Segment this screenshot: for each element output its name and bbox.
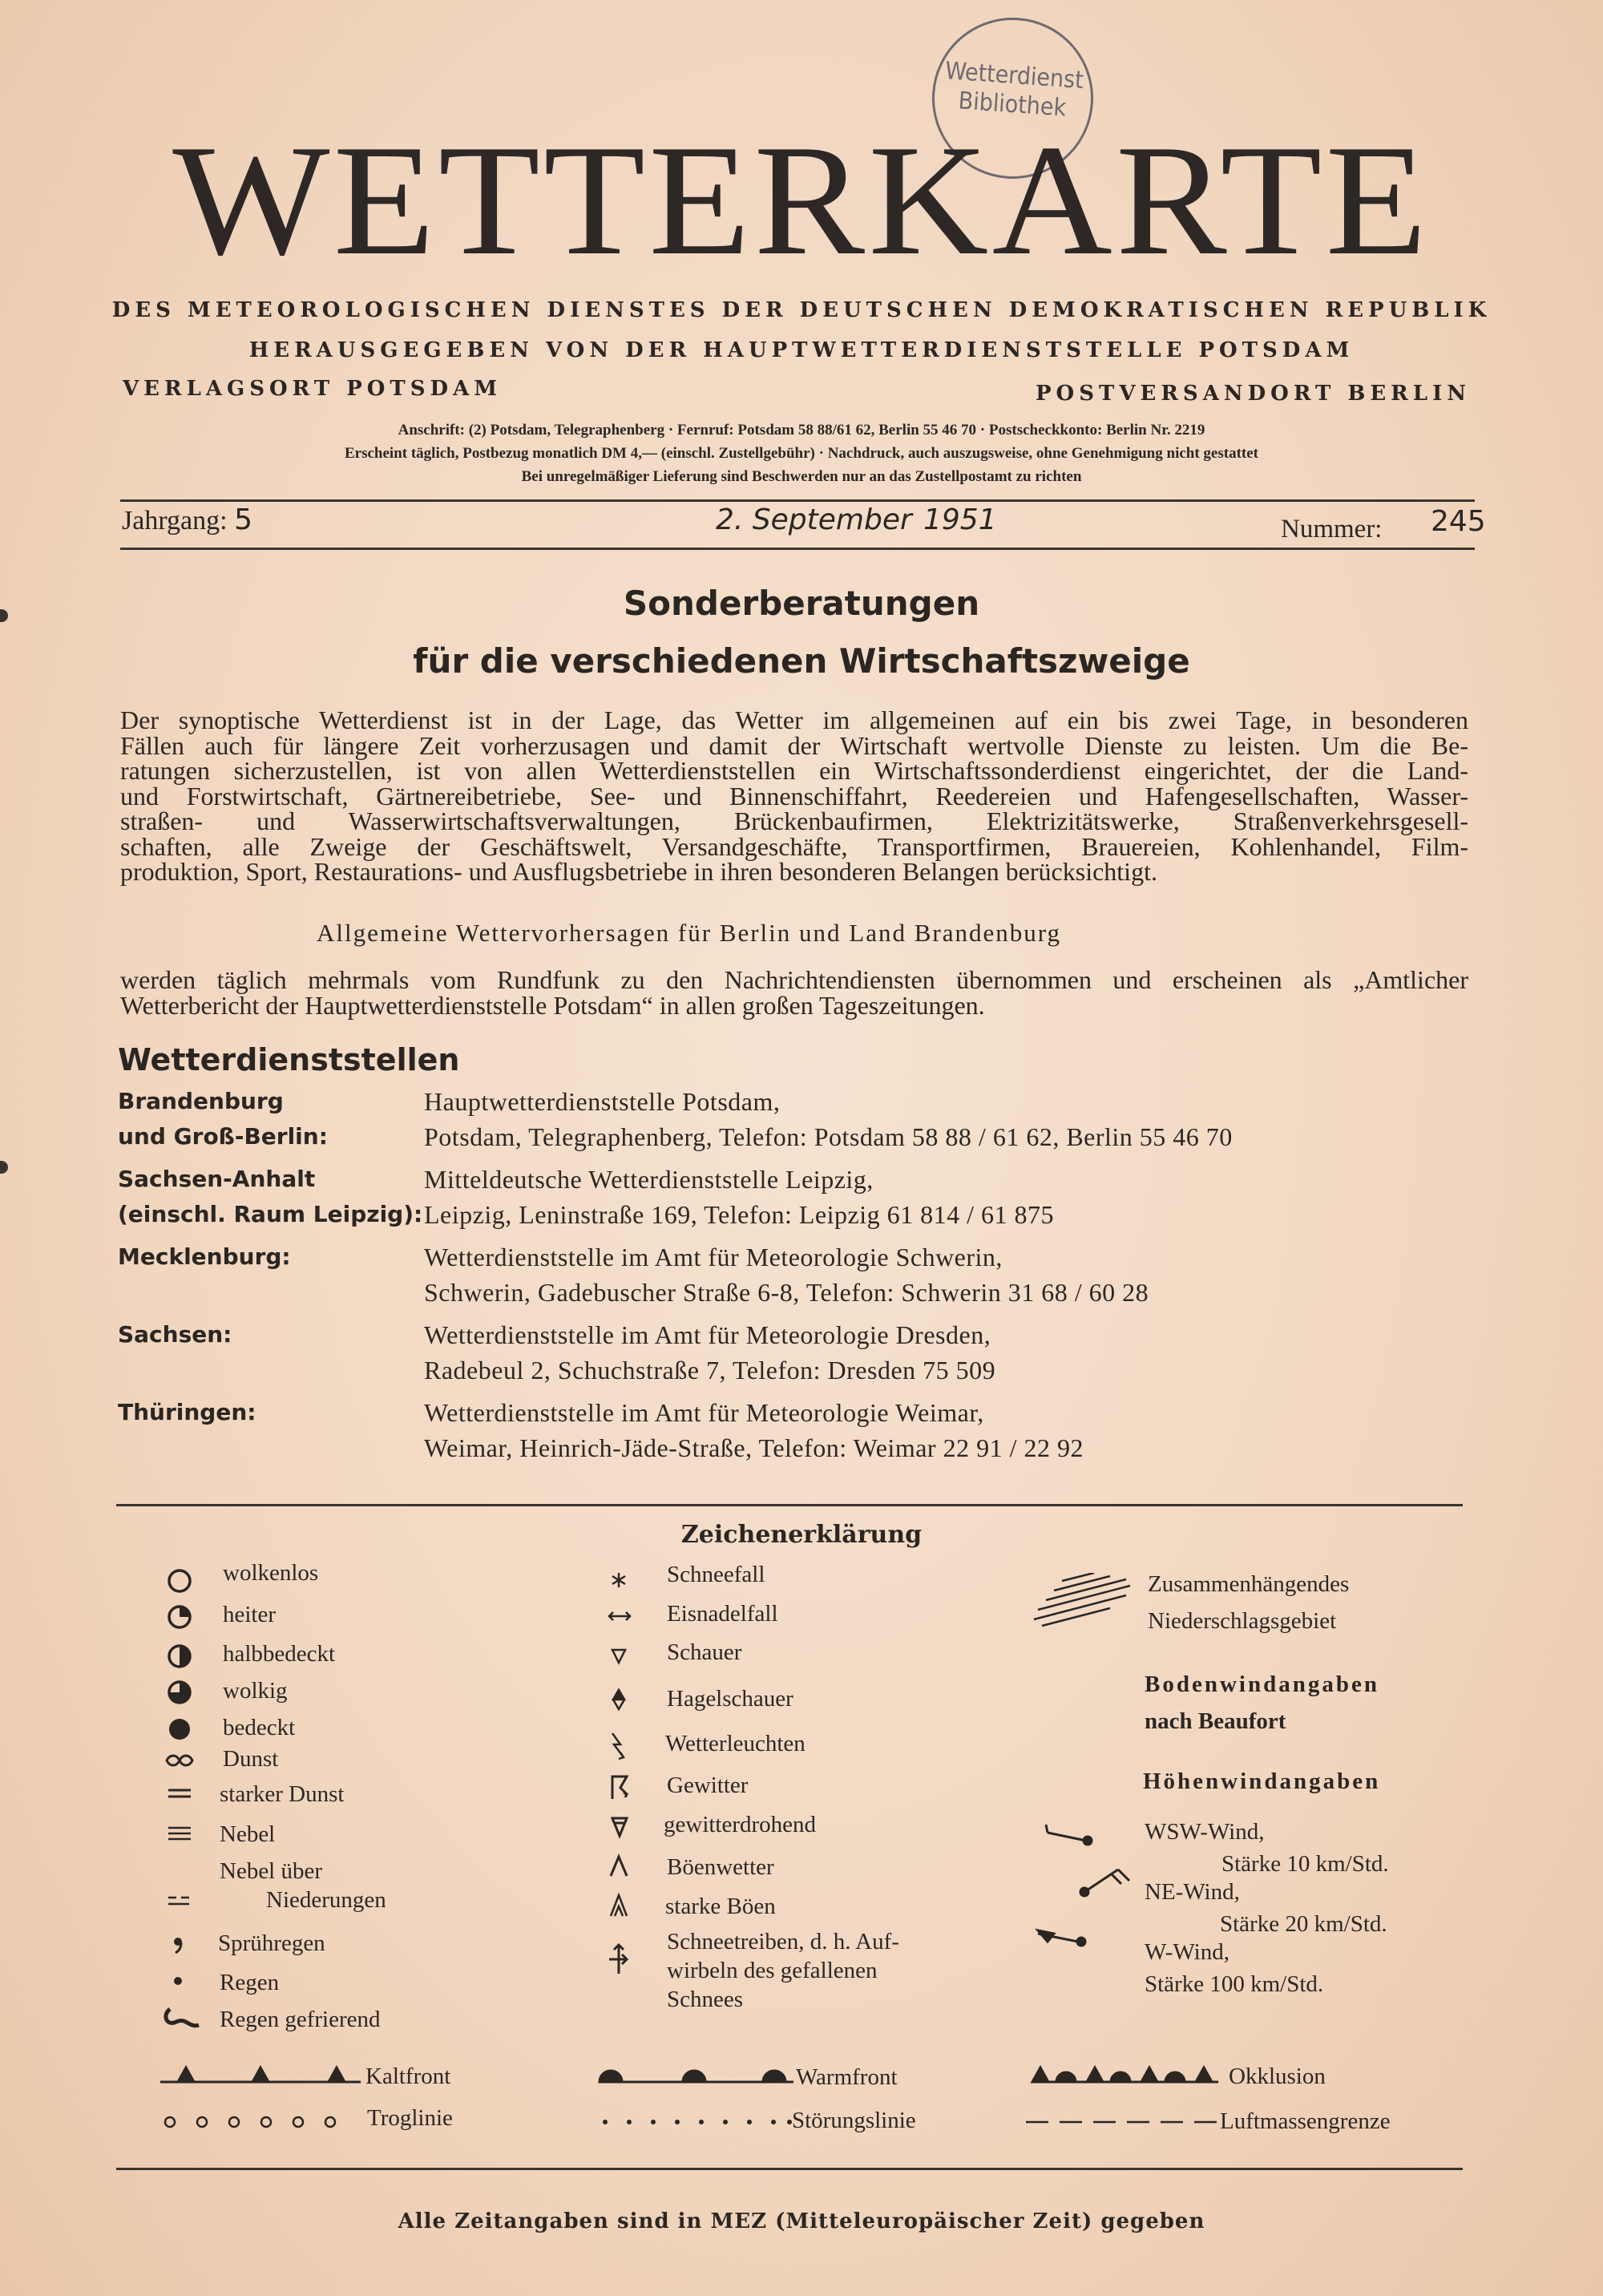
station-line: Hauptwetterdienststelle Potsdam, bbox=[424, 1087, 781, 1116]
station-label-line: Mecklenburg: bbox=[118, 1243, 291, 1270]
paragraph-line: Wetterbericht der Hauptwetterdienststelle Potsdam“ in allen großen Tageszeitungen. bbox=[120, 990, 985, 1020]
legend-kaltfront: Kaltfront bbox=[365, 2064, 451, 2089]
rain-icon bbox=[174, 1977, 182, 1985]
legend-boenwetter: Böenwetter bbox=[667, 1854, 774, 1880]
masthead-right: POSTVERSANDORT BERLIN bbox=[1036, 382, 1471, 406]
legend-ne-wind: NE-Wind, bbox=[1145, 1879, 1240, 1905]
masthead-title: WETTERKARTE bbox=[172, 112, 1431, 288]
legend-okklusion: Okklusion bbox=[1229, 2064, 1326, 2089]
station-details bbox=[424, 1162, 1054, 1232]
legend-nebel-ueber: Nebel über bbox=[220, 1858, 323, 1884]
legend-luftmassengrenze: Luftmassengrenze bbox=[1220, 2108, 1391, 2134]
precipitation-area-icon bbox=[1034, 1573, 1130, 1626]
legend-spruehregen: Sprühregen bbox=[218, 1930, 325, 1956]
station-line: Wetterdienststelle im Amt für Meteorologie Schwerin, bbox=[424, 1243, 1003, 1271]
station-details bbox=[424, 1084, 1233, 1154]
legend-wsw-wind: WSW-Wind, bbox=[1145, 1819, 1265, 1845]
ice-needles-icon bbox=[609, 1612, 630, 1620]
legend-bodenwind: Bodenwindangaben bbox=[1145, 1671, 1379, 1697]
masthead-line-2: HERAUSGEGEBEN VON DER HAUPTWETTERDIENSTSTELLE POTSDAM bbox=[248, 338, 1355, 362]
legend-beaufort: nach Beaufort bbox=[1145, 1708, 1286, 1734]
rule-top bbox=[120, 499, 1475, 502]
legend-schneetreiben-2: wirbeln des gefallenen bbox=[667, 1958, 878, 1983]
jahrgang-label: Jahrgang: bbox=[122, 506, 228, 536]
rule-legend-top bbox=[116, 1504, 1463, 1506]
stations-heading: Wetterdienststellen bbox=[118, 1042, 460, 1077]
legend-starke-boeen: starke Böen bbox=[665, 1894, 776, 1919]
mostly-clear-icon bbox=[169, 1607, 190, 1627]
station-label-line: und Groß-Berlin: bbox=[118, 1123, 328, 1150]
paragraph-line: werden täglich mehrmals vom Rundfunk zu den Nachrichtendiensten übernommen und erscheinen als „Amtlicher bbox=[120, 965, 1468, 994]
station-label bbox=[118, 1084, 328, 1154]
issue-year: 1951 bbox=[923, 503, 997, 536]
paragraph-line: produktion, Sport, Restaurations- und Ausflugsbetriebe in ihren besonderen Belangen berücksichtigt. bbox=[120, 857, 1157, 886]
legend-bedeckt: bedeckt bbox=[223, 1715, 296, 1740]
legend-wolkig: wolkig bbox=[223, 1678, 288, 1704]
hail-shower-icon bbox=[613, 1690, 624, 1709]
legend-nebel: Nebel bbox=[220, 1821, 276, 1847]
paragraph-line: und Forstwirtschaft, Gärtnereibetriebe, See- und Binnenschiffahrt, Reedereien und Hafengesellschaften, Wasser- bbox=[120, 781, 1468, 810]
legend-wetterleuchten: Wetterleuchten bbox=[665, 1731, 806, 1756]
cold-front-icon bbox=[160, 2068, 361, 2082]
legend-halbbedeckt: halbbedeckt bbox=[223, 1641, 336, 1667]
legend-niederschlagsgebiet: Niederschlagsgebiet bbox=[1148, 1608, 1337, 1634]
station-label-line: Sachsen: bbox=[118, 1321, 232, 1348]
legend-col1-symbols bbox=[160, 1563, 208, 2044]
sheet-lightning-icon bbox=[612, 1733, 624, 1759]
legend-heiter: heiter bbox=[223, 1602, 277, 1627]
legend-hoehenwind: Höhenwindangaben bbox=[1143, 1768, 1381, 1794]
overcast-icon bbox=[169, 1719, 190, 1740]
nummer-value: 245 bbox=[1431, 505, 1486, 538]
station-line: Potsdam, Telegraphenberg, Telefon: Potsdam 58 88 / 61 62, Berlin 55 46 70 bbox=[424, 1122, 1233, 1151]
masthead-line-1: DES METEOROLOGISCHEN DIENSTES DER DEUTSCHEN DEMOKRATISCHEN REPUBLIK bbox=[111, 298, 1492, 322]
legend-wolkenlos: wolkenlos bbox=[223, 1560, 319, 1586]
station-line: Radebeul 2, Schuchstraße 7, Telefon: Dresden 75 509 bbox=[424, 1356, 996, 1384]
legend-w-wind: W-Wind, bbox=[1145, 1939, 1230, 1965]
nummer-label: Nummer: bbox=[1281, 515, 1383, 544]
legend-gewitter: Gewitter bbox=[667, 1773, 749, 1798]
w-wind-icon bbox=[1038, 1930, 1085, 1946]
haze-icon bbox=[167, 1756, 192, 1765]
rule-issue bbox=[120, 548, 1475, 550]
thunderstorm-icon bbox=[612, 1777, 627, 1799]
legend-schneefall: Schneefall bbox=[667, 1562, 765, 1587]
paragraph-line: schaften, alle Zweige der Geschäftswelt, Versandgeschäfte, Transportfirmen, Brauereien, Kohlenhandel, Film- bbox=[120, 831, 1468, 861]
station-label bbox=[118, 1395, 256, 1430]
heavy-haze-icon bbox=[168, 1790, 191, 1797]
legend-hagelschauer: Hagelschauer bbox=[667, 1686, 793, 1712]
stamp-line-2: Bibliothek bbox=[957, 87, 1068, 123]
clear-sky-icon bbox=[169, 1570, 190, 1591]
legend-schneetreiben-1: Schneetreiben, d. h. Auf- bbox=[667, 1929, 899, 1954]
footer-note: Alle Zeitangaben sind in MEZ (Mitteleuropäischer Zeit) gegeben bbox=[398, 2209, 1205, 2233]
station-label bbox=[118, 1239, 291, 1275]
half-cloudy-icon bbox=[169, 1646, 190, 1667]
squall-icon bbox=[611, 1857, 627, 1876]
station-label-line: Sachsen-Anhalt bbox=[118, 1166, 316, 1192]
masthead-left: VERLAGSORT POTSDAM bbox=[123, 377, 503, 401]
legend-w-strength: Stärke 100 km/Std. bbox=[1145, 1971, 1324, 1997]
paragraph-line: Fällen auch für längere Zeit vorherzusagen und damit der Wirtschaft wertvolle Dienste zu leisten. Um die Be- bbox=[120, 730, 1468, 760]
issue-date: 2. September bbox=[716, 503, 912, 536]
station-label bbox=[118, 1317, 232, 1352]
article-paragraph-2 bbox=[120, 965, 1468, 1020]
station-details bbox=[424, 1317, 995, 1388]
stamp-line-1: Wetterdienst bbox=[944, 57, 1084, 95]
station-line: Leipzig, Leninstraße 169, Telefon: Leipzig 61 814 / 61 875 bbox=[424, 1200, 1054, 1229]
paragraph-line: Der synoptische Wetterdienst ist in der Lage, das Wetter im allgemeinen auf ein bis zwei Tage, in besonderen bbox=[120, 705, 1468, 734]
station-line: Wetterdienststelle im Amt für Meteorologie Dresden, bbox=[424, 1320, 991, 1349]
shower-icon bbox=[612, 1650, 625, 1663]
masthead-subscription: Erscheint täglich, Postbezug monatlich DM 4,— (einschl. Zustellgebühr) · Nachdruck, auch auszugsweise, ohne Genehmigung nicht gestattet bbox=[344, 445, 1258, 462]
station-label bbox=[118, 1162, 422, 1232]
legend-wsw-strength: Stärke 10 km/Std. bbox=[1221, 1851, 1389, 1877]
station-line: Weimar, Heinrich-Jäde-Straße, Telefon: Weimar 22 91 / 22 92 bbox=[424, 1433, 1084, 1462]
legend-gewitterdrohend: gewitterdrohend bbox=[664, 1812, 817, 1837]
legend-regen-gefrierend: Regen gefrierend bbox=[220, 2007, 381, 2032]
legend-heading: Zeichenerklärung bbox=[680, 1521, 923, 1549]
trough-line-icon bbox=[165, 2117, 335, 2127]
masthead-address: Anschrift: (2) Potsdam, Telegraphenberg · Fernruf: Potsdam 58 88/61 62, Berlin 55 46 70 · Postscheckkonto: Berlin Nr. 2219 bbox=[398, 422, 1205, 439]
warm-front-icon bbox=[600, 2071, 793, 2082]
ne-wind-icon bbox=[1080, 1870, 1129, 1896]
legend-eisnadelfall: Eisnadelfall bbox=[667, 1601, 778, 1627]
legend-col3-symbols bbox=[1030, 1573, 1158, 1974]
legend-stoerungslinie: Störungslinie bbox=[792, 2108, 916, 2133]
station-label-line: (einschl. Raum Leipzig): bbox=[118, 1201, 423, 1227]
article-paragraph-1 bbox=[120, 705, 1468, 886]
legend-niederungen: Niederungen bbox=[266, 1887, 386, 1913]
legend-ne-strength: Stärke 20 km/Std. bbox=[1220, 1911, 1387, 1937]
snowfall-icon bbox=[612, 1573, 625, 1587]
ground-fog-icon bbox=[168, 1898, 189, 1904]
disturbance-line-icon bbox=[603, 2120, 792, 2124]
legend-starker-dunst: starker Dunst bbox=[220, 1781, 345, 1807]
drifting-snow-icon bbox=[609, 1945, 627, 1974]
margin-mark bbox=[0, 1161, 8, 1174]
drizzle-icon bbox=[174, 1938, 182, 1953]
article-title-1: Sonderberatungen bbox=[623, 584, 980, 623]
paragraph-line: ratungen sicherzustellen, ist von allen Wetterdienststellen ein Wirtschaftssonderdienst eingerichtet, der die Land- bbox=[120, 756, 1468, 785]
fog-icon bbox=[168, 1828, 191, 1839]
station-line: Mitteldeutsche Wetterdienststelle Leipzig, bbox=[424, 1165, 874, 1194]
article-title-2: für die verschiedenen Wirtschaftszweige bbox=[413, 641, 1190, 681]
legend-schauer: Schauer bbox=[667, 1639, 742, 1665]
strong-squall-icon bbox=[611, 1895, 627, 1916]
article-subheading: Allgemeine Wettervorhersagen für Berlin und Land Brandenburg bbox=[317, 919, 1061, 947]
jahrgang-value: 5 bbox=[234, 503, 252, 536]
freezing-rain-icon bbox=[166, 2009, 199, 2026]
jahrgang bbox=[122, 503, 252, 536]
legend-schneetreiben-3: Schnees bbox=[667, 1987, 744, 2012]
station-line: Wetterdienststelle im Amt für Meteorologie Weimar, bbox=[424, 1398, 984, 1427]
legend-dunst: Dunst bbox=[223, 1746, 279, 1772]
station-details bbox=[424, 1239, 1149, 1310]
wsw-wind-icon bbox=[1046, 1825, 1092, 1845]
station-label-line: Brandenburg bbox=[118, 1088, 284, 1114]
legend-troglinie: Troglinie bbox=[367, 2105, 453, 2131]
legend-regen: Regen bbox=[220, 1970, 280, 1995]
station-details bbox=[424, 1395, 1084, 1465]
station-line: Schwerin, Gadebuscher Straße 6-8, Telefon: Schwerin 31 68 / 60 28 bbox=[424, 1278, 1149, 1307]
masthead-complaints: Bei unregelmäßiger Lieferung sind Beschwerden nur an das Zustellpostamt zu richten bbox=[521, 468, 1082, 485]
paragraph-line: straßen- und Wasserwirtschaftsverwaltungen, Brückenbaufirmen, Elektrizitätswerke, Straßenverkehrsgesell- bbox=[120, 806, 1468, 835]
occlusion-icon bbox=[1032, 2068, 1218, 2082]
threatening-thunderstorm-icon bbox=[612, 1818, 627, 1836]
legend-col2-symbols bbox=[603, 1563, 643, 2012]
cloudy-icon bbox=[169, 1682, 190, 1703]
legend-zusammenhaengend: Zusammenhängendes bbox=[1148, 1571, 1350, 1597]
rule-legend-bottom bbox=[116, 2168, 1463, 2170]
station-label-line: Thüringen: bbox=[118, 1399, 256, 1425]
legend-warmfront: Warmfront bbox=[796, 2064, 898, 2090]
